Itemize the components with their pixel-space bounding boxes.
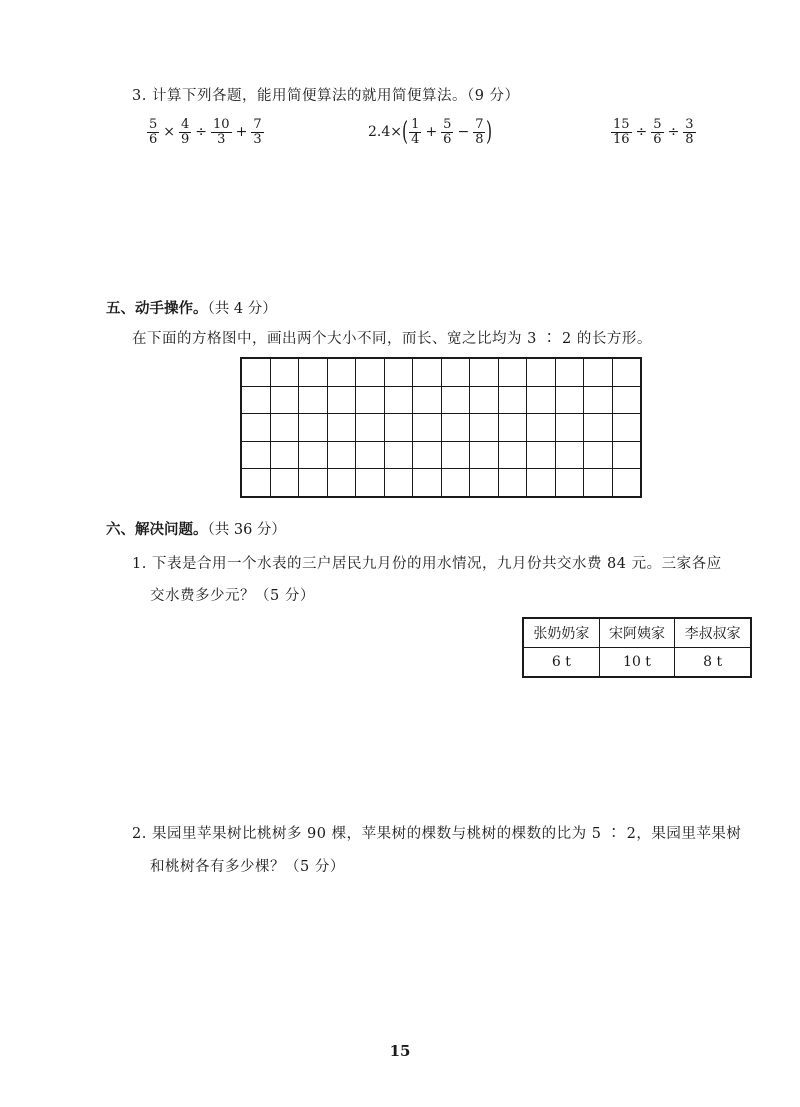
expression-lead: 2.4×	[368, 124, 402, 141]
grid-cell[interactable]	[498, 414, 527, 442]
grid-cell[interactable]	[241, 414, 270, 442]
denominator: 6	[149, 131, 158, 147]
grid-cell[interactable]	[241, 358, 270, 386]
grid-cell[interactable]	[527, 386, 556, 414]
grid-cell[interactable]	[584, 414, 613, 442]
q1-line-1: 1. 下表是合用一个水表的三户居民九月份的用水情况，九月份共交水费 84 元。三家各应	[132, 556, 722, 572]
operator: +	[425, 124, 438, 141]
denominator: 4	[411, 131, 420, 147]
grid-cell[interactable]	[299, 469, 328, 497]
grid-cell[interactable]	[441, 386, 470, 414]
section-5-heading: 五、动手操作。	[106, 301, 208, 317]
table-header-cell: 宋阿姨家	[599, 618, 675, 648]
table-header-row	[523, 618, 751, 648]
fraction	[147, 118, 159, 146]
numerator: 5	[443, 117, 452, 132]
denominator: 16	[613, 131, 630, 147]
fraction	[251, 118, 263, 146]
grid-cell[interactable]	[498, 469, 527, 497]
table-cell: 8 t	[675, 648, 751, 678]
grid-cell[interactable]	[384, 386, 413, 414]
grid-cell[interactable]	[612, 386, 641, 414]
q3-prompt: 3. 计算下列各题，能用简便算法的就用简便算法。（9 分）	[132, 88, 520, 104]
grid-cell[interactable]	[299, 358, 328, 386]
q2-line-1: 2. 果园里苹果树比桃树多 90 棵，苹果树的棵数与桃树的棵数的比为 5 ∶ 2，果园里苹果树	[132, 826, 742, 842]
grid-cell[interactable]	[413, 441, 442, 469]
grid-cell[interactable]	[327, 386, 356, 414]
numerator: 7	[253, 117, 262, 132]
drawing-grid[interactable]	[240, 357, 642, 498]
grid-cell[interactable]	[555, 469, 584, 497]
grid-cell[interactable]	[327, 358, 356, 386]
section-5-instruction: 在下面的方格图中，画出两个大小不同，而长、宽之比均为 3 ∶ 2 的长方形。	[132, 331, 652, 347]
grid-cell[interactable]	[356, 386, 385, 414]
grid-row	[241, 441, 641, 469]
grid-cell[interactable]	[584, 358, 613, 386]
denominator: 6	[653, 131, 662, 147]
operator: ÷	[195, 124, 208, 141]
grid-cell[interactable]	[498, 386, 527, 414]
fraction	[683, 118, 695, 146]
grid-cell[interactable]	[498, 358, 527, 386]
grid-cell[interactable]	[441, 441, 470, 469]
grid-cell[interactable]	[384, 469, 413, 497]
grid-cell[interactable]	[584, 441, 613, 469]
grid-cell[interactable]	[327, 469, 356, 497]
grid-cell[interactable]	[555, 358, 584, 386]
grid-cell[interactable]	[441, 469, 470, 497]
grid-cell[interactable]	[384, 358, 413, 386]
operator: ÷	[667, 124, 680, 141]
numerator: 4	[181, 117, 190, 132]
grid-cell[interactable]	[555, 441, 584, 469]
grid-cell[interactable]	[356, 441, 385, 469]
section-6-points: （共 36 分）	[207, 522, 286, 538]
grid-cell[interactable]	[270, 469, 299, 497]
grid-cell[interactable]	[612, 469, 641, 497]
operator: ×	[163, 124, 176, 141]
section-5-points: （共 4 分）	[207, 301, 277, 317]
grid-cell[interactable]	[584, 386, 613, 414]
grid-cell[interactable]	[270, 358, 299, 386]
grid-cell[interactable]	[299, 386, 328, 414]
fraction	[179, 118, 191, 146]
section-6-heading: 六、解决问题。	[106, 522, 208, 538]
q1-line-2: 交水费多少元？（5 分）	[150, 588, 315, 604]
grid-cell[interactable]	[356, 358, 385, 386]
grid-row	[241, 414, 641, 442]
grid-cell[interactable]	[299, 441, 328, 469]
numerator: 1	[411, 117, 420, 132]
grid-cell[interactable]	[356, 469, 385, 497]
grid-cell[interactable]	[584, 469, 613, 497]
water-usage-table	[522, 617, 752, 678]
table-row	[523, 648, 751, 678]
table-header-cell: 李叔叔家	[675, 618, 751, 648]
grid-cell[interactable]	[327, 414, 356, 442]
grid-cell[interactable]	[270, 386, 299, 414]
grid-row	[241, 358, 641, 386]
grid-cell[interactable]	[441, 358, 470, 386]
grid-cell[interactable]	[327, 441, 356, 469]
grid-row	[241, 469, 641, 497]
expression-2	[368, 118, 493, 146]
grid-cell[interactable]	[527, 358, 556, 386]
numerator: 5	[653, 117, 662, 132]
numerator: 3	[685, 117, 694, 132]
operator: ÷	[635, 124, 648, 141]
section-5-title	[106, 297, 277, 318]
grid-cell[interactable]	[612, 414, 641, 442]
denominator: 8	[475, 131, 484, 147]
grid-cell[interactable]	[470, 386, 499, 414]
numerator: 7	[475, 117, 484, 132]
grid-cell[interactable]	[498, 441, 527, 469]
grid-cell[interactable]	[470, 469, 499, 497]
grid-cell[interactable]	[470, 441, 499, 469]
fraction	[211, 118, 232, 146]
table-cell: 6 t	[523, 648, 599, 678]
section-6-title	[106, 518, 286, 539]
grid-cell[interactable]	[299, 414, 328, 442]
grid-cell[interactable]	[470, 358, 499, 386]
grid-cell[interactable]	[384, 414, 413, 442]
grid-cell[interactable]	[441, 414, 470, 442]
grid-cell[interactable]	[612, 358, 641, 386]
grid-cell[interactable]	[241, 386, 270, 414]
expression-1	[146, 118, 265, 146]
denominator: 9	[181, 131, 190, 147]
operator: +	[235, 124, 248, 141]
fraction	[473, 118, 485, 146]
open-paren: (	[402, 117, 409, 148]
expression-3	[610, 118, 697, 146]
numerator: 5	[149, 117, 158, 132]
fraction	[441, 118, 453, 146]
grid-cell[interactable]	[527, 469, 556, 497]
fraction	[611, 118, 632, 146]
numerator: 10	[213, 117, 230, 132]
grid-cell[interactable]	[555, 414, 584, 442]
grid-cell[interactable]	[356, 414, 385, 442]
denominator: 8	[685, 131, 694, 147]
operator: −	[457, 124, 470, 141]
denominator: 3	[253, 131, 262, 147]
grid-cell[interactable]	[527, 441, 556, 469]
grid-row	[241, 386, 641, 414]
table-header-cell: 张奶奶家	[523, 618, 599, 648]
grid-cell[interactable]	[241, 441, 270, 469]
grid-cell[interactable]	[413, 414, 442, 442]
grid-cell[interactable]	[241, 469, 270, 497]
numerator: 15	[613, 117, 630, 132]
grid-cell[interactable]	[470, 414, 499, 442]
denominator: 3	[217, 131, 226, 147]
grid-cell[interactable]	[413, 358, 442, 386]
grid-cell[interactable]	[527, 414, 556, 442]
denominator: 6	[443, 131, 452, 147]
grid-cell[interactable]	[384, 441, 413, 469]
grid-cell[interactable]	[413, 469, 442, 497]
grid-cell[interactable]	[413, 386, 442, 414]
grid-cell[interactable]	[555, 386, 584, 414]
close-paren: )	[486, 117, 493, 148]
grid-cell[interactable]	[612, 441, 641, 469]
grid-cell[interactable]	[270, 414, 299, 442]
table-cell: 10 t	[599, 648, 675, 678]
fraction	[651, 118, 663, 146]
page-number: 15	[389, 1042, 411, 1060]
fraction	[409, 118, 421, 146]
q2-line-2: 和桃树各有多少棵？（5 分）	[150, 859, 345, 875]
grid-cell[interactable]	[270, 441, 299, 469]
